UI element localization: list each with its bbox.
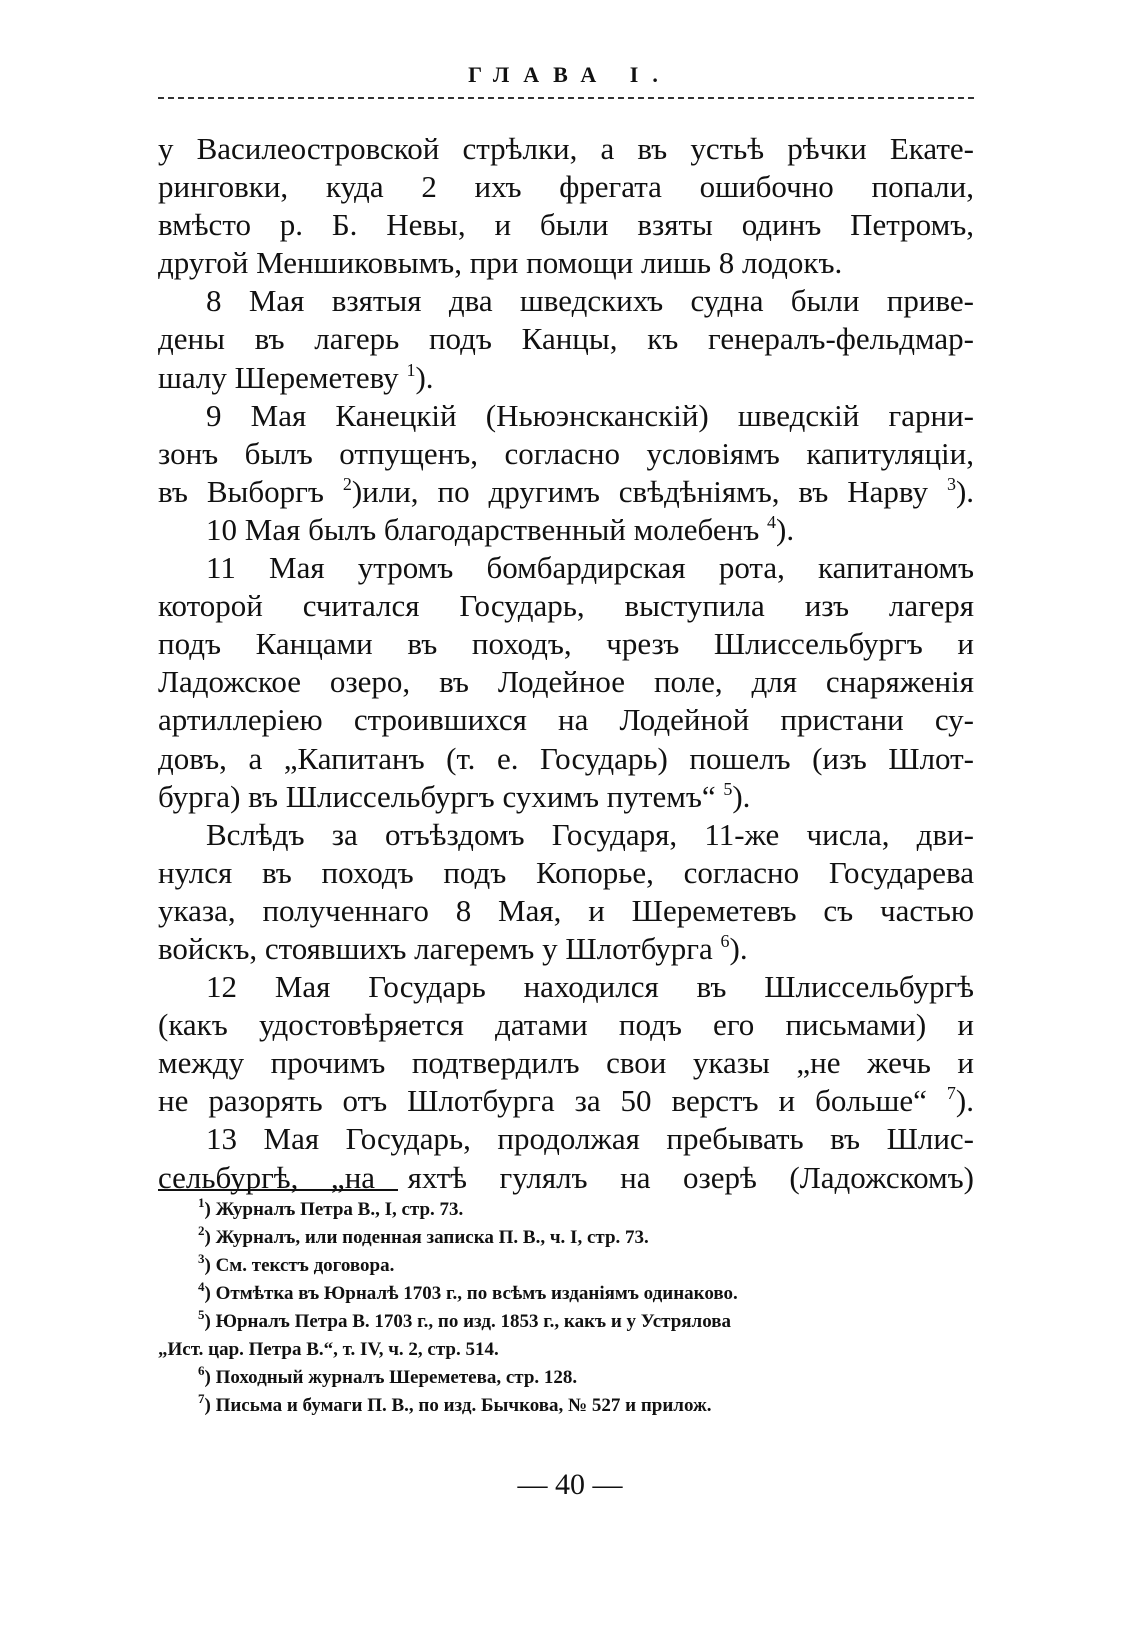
text-line: 8 Мая взятыя два шведскихъ судна были приве- [206,283,974,319]
text-line [158,1082,974,1120]
text-line [158,778,974,816]
footnote-text: ) См. текстъ договора. [204,1255,395,1276]
footnotes [158,1196,974,1420]
text-line: 11 Мая утромъ бомбардирская рота, капитаномъ [206,550,974,586]
text-fragment: ). [729,930,748,966]
footnote-mark: 3 [198,1251,205,1266]
footnote-rule [158,1189,398,1191]
footnote [158,1280,974,1308]
text-line [158,930,974,968]
text-line [158,359,974,397]
text-line: 13 Мая Государь, продолжая пребывать въ Шлис- [206,1121,974,1157]
text-line: зонъ былъ отпущенъ, согласно условіямъ капитуляціи, [158,435,974,471]
footnote-text: ) Юрналъ Петра В. 1703 г., по изд. 1853 г., какъ и у Устрялова [204,1311,731,1332]
footnote-text: ) Журналъ, или поденная записка П. В., ч. I, стр. 73. [204,1227,649,1248]
text-line: сельбургѣ, „на яхтѣ гулялъ на озерѣ (Ладожскомъ) [158,1159,974,1195]
text-line: (какъ удостовѣряется датами подъ его письмами) и [158,1007,974,1043]
footnote-ref: 4 [767,511,777,532]
footnote-ref: 5 [723,778,733,799]
text-fragment: бурга) въ Шлиссельбургъ сухимъ путемъ“ [158,778,716,814]
running-head: ГЛАВА I. [468,62,672,87]
text-line: довъ, а „Капитанъ (т. е. Государь) пошелъ (изъ Шлот- [158,740,974,776]
footnote-text: ) Журналъ Петра В., I, стр. 73. [204,1199,464,1220]
text-line [158,511,974,549]
footnote-ref: 2 [342,473,352,494]
text-fragment: шалу Шереметеву [158,359,399,395]
footnote-ref: 1 [406,359,416,380]
footnote-mark: 2 [198,1223,205,1238]
footnote-ref: 3 [946,473,956,494]
text-fragment: не разорять отъ Шлотбурга за 50 верстъ и больше“ [158,1083,927,1119]
text-line: артиллеріею строившихся на Лодейной пристани су- [158,702,974,738]
text-fragment: 10 Мая былъ благодарственный молебенъ [206,511,760,547]
text-line: другой Меншиковымъ, при помощи лишь 8 лодокъ. [158,245,843,281]
text-line: ринговки, куда 2 ихъ фрегата ошибочно попали, [158,169,974,205]
footnote-text: ) Отмѣтка въ Юрналѣ 1703 г., по всѣмъ изданіямъ одинаково. [204,1283,738,1304]
footnote-text: ) Походный журналъ Шереметева, стр. 128. [204,1367,578,1388]
footnote [158,1196,974,1224]
header-rule [158,97,974,99]
text-line: между прочимъ подтвердилъ свои указы „не жечь и [158,1045,974,1081]
text-line: указа, полученнаго 8 Мая, и Шереметевъ съ частью [158,892,974,928]
body-text [158,130,974,1197]
footnote-ref: 7 [946,1083,956,1104]
text-line: Ладожское озеро, въ Лодейное поле, для снаряженія [158,664,974,700]
footnote [158,1364,974,1392]
text-line: нулся въ походъ подъ Копорье, согласно Государева [158,854,974,890]
text-line: которой считался Государь, выступила изъ лагеря [158,588,974,624]
footnote-text: „Ист. цар. Петра В.“, т. IV, ч. 2, стр. 514. [158,1339,499,1360]
footnote [158,1224,974,1252]
footnote [158,1308,974,1336]
footnote-mark: 4 [198,1279,205,1294]
text-line: дены въ лагерь подъ Канцы, къ генералъ-фельдмар- [158,321,974,357]
text-fragment: въ Выборгъ [158,473,324,509]
text-fragment: ). [732,778,751,814]
text-line: 12 Мая Государь находился въ Шлиссельбургѣ [206,969,974,1005]
text-line: у Василеостровской стрѣлки, а въ устьѣ рѣчки Екате- [158,131,974,166]
text-line: 9 Мая Канецкій (Ньюэнсканскій) шведскій гарни- [206,397,974,433]
footnote-mark: 6 [198,1363,205,1378]
footnote-mark: 5 [198,1307,205,1322]
text-fragment: ) [351,473,363,509]
text-fragment: ). [955,1083,974,1119]
text-fragment: войскъ, стоявшихъ лагеремъ у Шлотбурга [158,930,713,966]
footnote-mark: 7 [198,1391,205,1406]
text-line: вмѣсто р. Б. Невы, и были взяты одинъ Петромъ, [158,207,974,243]
text-fragment: ). [955,473,975,509]
footnote-text: ) Письма и бумаги П. В., по изд. Бычкова, № 527 и прилож. [204,1395,712,1416]
text-fragment: или, по другимъ свѣдѣніямъ, въ Нарву [362,473,928,509]
footnote-mark: 1 [198,1195,205,1210]
text-line: Вслѣдъ за отъѣздомъ Государя, 11-же числа, дви- [206,816,974,852]
text-fragment: ). [415,359,434,395]
text-line [158,473,974,511]
page-number: — 40 — [517,1468,623,1501]
footnote-ref: 6 [720,930,730,951]
footnote [158,1252,974,1280]
footnote-continuation [158,1336,974,1364]
text-line: подъ Канцами въ походъ, чрезъ Шлиссельбургъ и [158,626,974,662]
text-fragment: ). [776,511,795,547]
footnote [158,1392,974,1420]
